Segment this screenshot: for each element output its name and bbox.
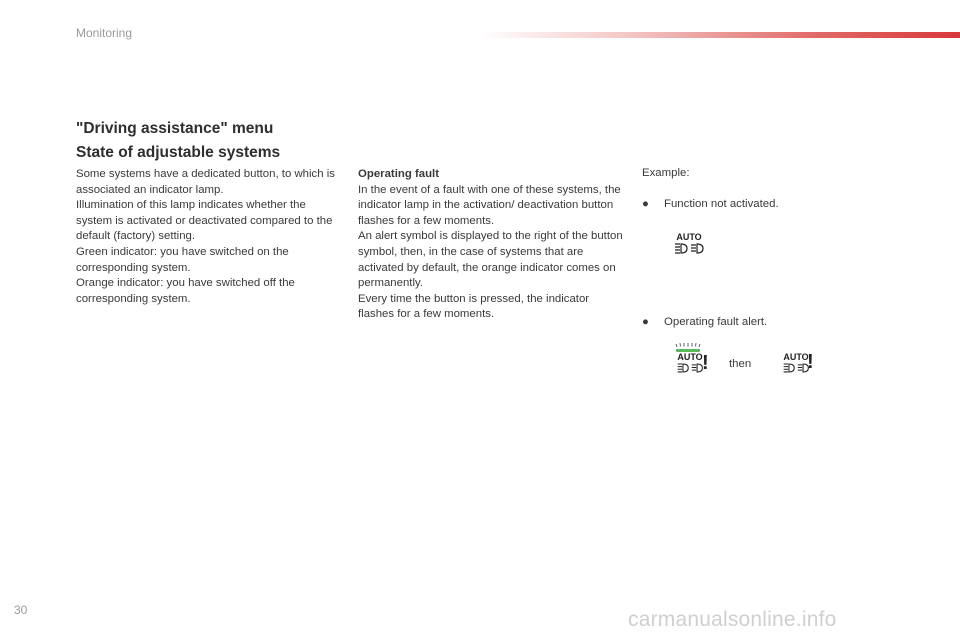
auto-icon-label: AUTO	[676, 232, 702, 242]
intro-column	[76, 167, 338, 307]
example-label: Example:	[642, 167, 690, 179]
headlamp-icon	[671, 242, 707, 254]
bullet-dot: ●	[642, 316, 649, 328]
fault-paragraph: In the event of a fault with one of these systems, the indicator lamp in the activation/ deactivation button flashes for a few moments.	[358, 183, 621, 227]
bullet-text: Operating fault alert.	[664, 316, 768, 328]
alert-icon: !	[807, 351, 814, 373]
example-bullet-not-activated	[642, 198, 779, 210]
menu-title: "Driving assistance" menu	[76, 120, 274, 137]
fault-heading: Operating fault	[358, 168, 440, 180]
intro-paragraph: Illumination of this lamp indicates whether the system is activated or deactivated compared to the default (factory) setting.	[76, 199, 333, 243]
intro-paragraph: Green indicator: you have switched on the corresponding system.	[76, 245, 289, 274]
header-accent-line	[480, 32, 960, 38]
example-bullet-fault-alert	[642, 316, 767, 328]
fault-column	[358, 167, 624, 323]
then-text: then	[729, 358, 752, 370]
bullet-text: Function not activated.	[664, 198, 779, 210]
fault-paragraph: An alert symbol is displayed to the right of the button symbol, then, in the case of systems that are activated by default, the orange indicator comes on permanently.	[358, 230, 623, 290]
auto-icon-label: AUTO	[783, 352, 809, 362]
section-title: State of adjustable systems	[76, 144, 281, 161]
fault-paragraph: Every time the button is pressed, the indicator flashes for a few moments.	[358, 292, 590, 321]
auto-lighting-icon	[671, 233, 707, 254]
page-number: 30	[14, 603, 28, 617]
watermark: carmanualsonline.info	[628, 608, 837, 631]
intro-paragraph: Orange indicator: you have switched off the corresponding system.	[76, 277, 295, 305]
page-header-title: Monitoring	[76, 26, 133, 40]
bullet-dot: ●	[642, 198, 649, 210]
intro-paragraph: Some systems have a dedicated button, to which is associated an indicator lamp.	[76, 168, 335, 196]
auto-icon-label: AUTO	[677, 352, 703, 362]
alert-icon: !	[702, 352, 709, 374]
